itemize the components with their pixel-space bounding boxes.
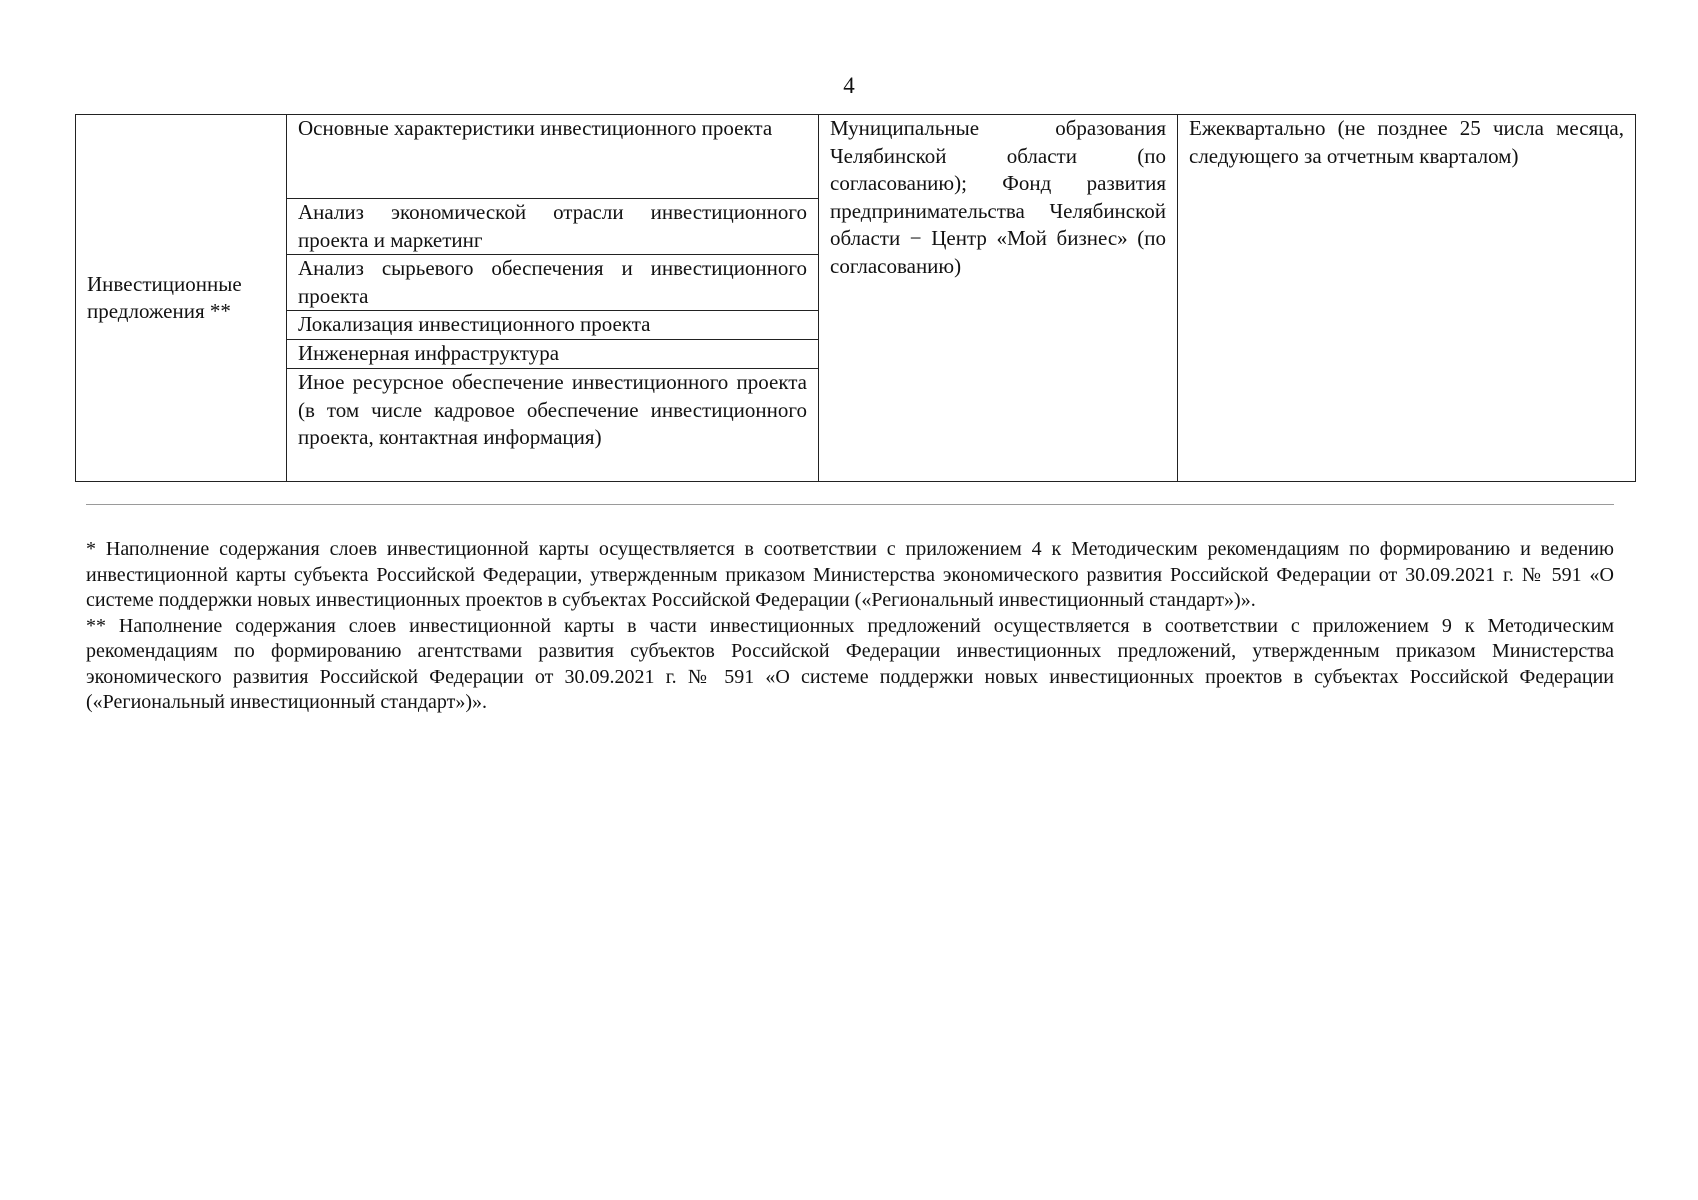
item-cell: Локализация инвестиционного проекта (287, 311, 819, 340)
item-cell: Иное ресурсное обеспечение инвестиционного проекта (в том числе кадровое обеспечение инвестиционного проекта, контактная информация) (287, 369, 819, 482)
item-cell: Инженерная инфраструктура (287, 340, 819, 369)
table-row (76, 115, 1636, 199)
page-number: 4 (843, 73, 855, 98)
item-cell: Основные характеристики инвестиционного проекта (287, 115, 819, 199)
footnote: ** Наполнение содержания слоев инвестиционной карты в части инвестиционных предложений осуществляется в соответствии с приложением 9 к Методическим рекомендациям по формированию агентствами развития субъектов Российской Федерации инвестиционных предложений, утвержденным приказом Министерства экономического развития Российской Федерации от 30.09.2021 г. № 591 «О системе поддержки новых инвестиционных проектов в субъектах Российской Федерации («Региональный инвестиционный стандарт»)». (86, 614, 1614, 713)
investment-map-table (75, 114, 1636, 482)
frequency-cell: Ежеквартально (не позднее 25 числа месяца, следующего за отчетным кварталом) (1178, 115, 1636, 482)
footnotes (86, 537, 1614, 716)
footnote-separator (86, 504, 1614, 505)
category-cell: Инвестиционные предложения ** (76, 115, 287, 482)
item-cell: Анализ экономической отрасли инвестиционного проекта и маркетинг (287, 199, 819, 255)
footnote: * Наполнение содержания слоев инвестиционной карты осуществляется в соответствии с приложением 4 к Методическим рекомендациям по формированию и ведению инвестиционной карты субъекта Российской Федерации, утвержденным приказом Министерства экономического развития Российской Федерации от 30.09.2021 г. № 591 «О системе поддержки новых инвестиционных проектов в субъектах Российской Федерации («Региональный инвестиционный стандарт»)». (86, 538, 1614, 611)
responsible-cell: Муниципальные образования Челябинской области (по согласованию); Фонд развития предпринимательства Челябинской области − Центр «Мой бизнес» (по согласованию) (819, 115, 1178, 482)
item-cell: Анализ сырьевого обеспечения и инвестиционного проекта (287, 255, 819, 311)
